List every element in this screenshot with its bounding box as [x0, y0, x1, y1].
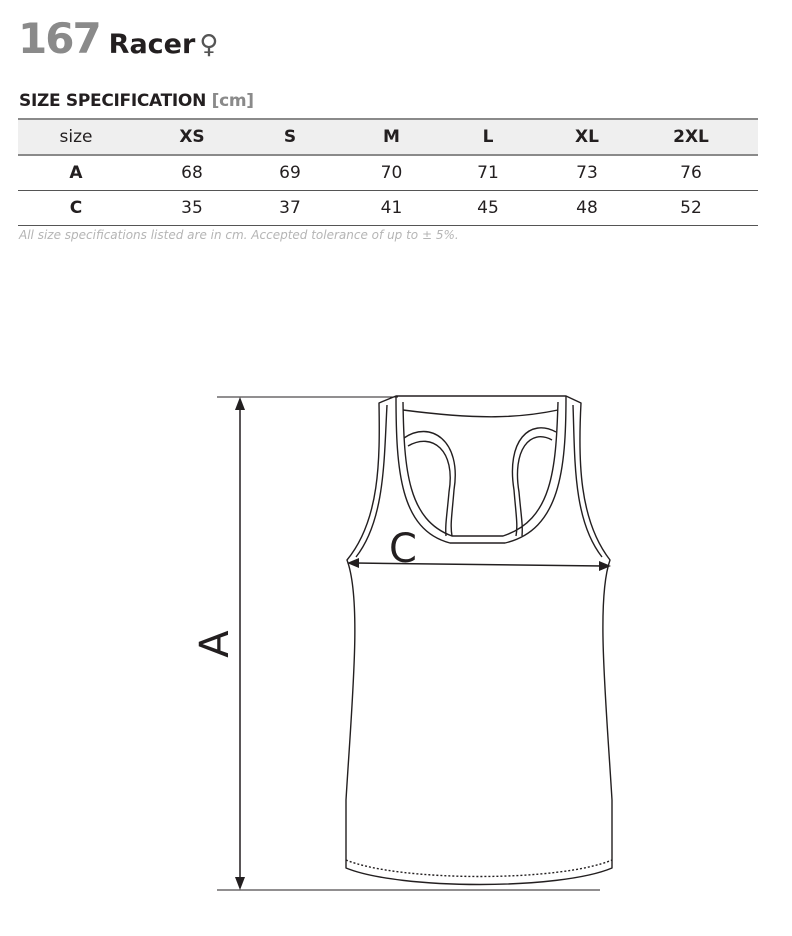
size-header-label: size [59, 127, 93, 147]
dimension-c-arrow [347, 558, 611, 571]
tank-top-outline [346, 396, 612, 885]
cell-a-s: 69 [279, 162, 301, 183]
cell-c-m: 41 [380, 197, 403, 218]
cell-a-l: 71 [477, 162, 499, 183]
cell-c-xl: 48 [576, 197, 598, 218]
row-label-a: A [69, 162, 83, 183]
spec-heading-text: SIZE SPECIFICATION [19, 91, 206, 111]
product-number: 167 [18, 14, 100, 63]
cell-a-xs: 68 [181, 162, 203, 183]
cell-c-xs: 35 [181, 197, 203, 218]
cell-c-s: 37 [279, 197, 301, 218]
size-header-2xl: 2XL [673, 127, 709, 147]
cell-c-2xl: 52 [680, 197, 702, 218]
tolerance-note: All size specifications listed are in cm. Accepted tolerance of up to ± 5%. [19, 228, 459, 242]
cell-c-l: 45 [477, 197, 499, 218]
size-header-xs: XS [179, 127, 205, 147]
cell-a-2xl: 76 [680, 162, 702, 183]
dimension-a-label: A [192, 630, 238, 658]
size-header-m: M [383, 127, 400, 147]
row-label-c: C [69, 197, 83, 218]
size-header-s: S [283, 127, 297, 147]
female-icon: ♀ [199, 30, 219, 60]
cell-a-m: 70 [380, 162, 403, 183]
product-name: Racer [108, 29, 196, 60]
size-header-xl: XL [575, 127, 599, 147]
dimension-c-label: C [389, 526, 417, 572]
spec-unit: [cm] [211, 91, 254, 111]
cell-a-xl: 73 [576, 162, 598, 183]
size-header-l: L [482, 127, 494, 147]
